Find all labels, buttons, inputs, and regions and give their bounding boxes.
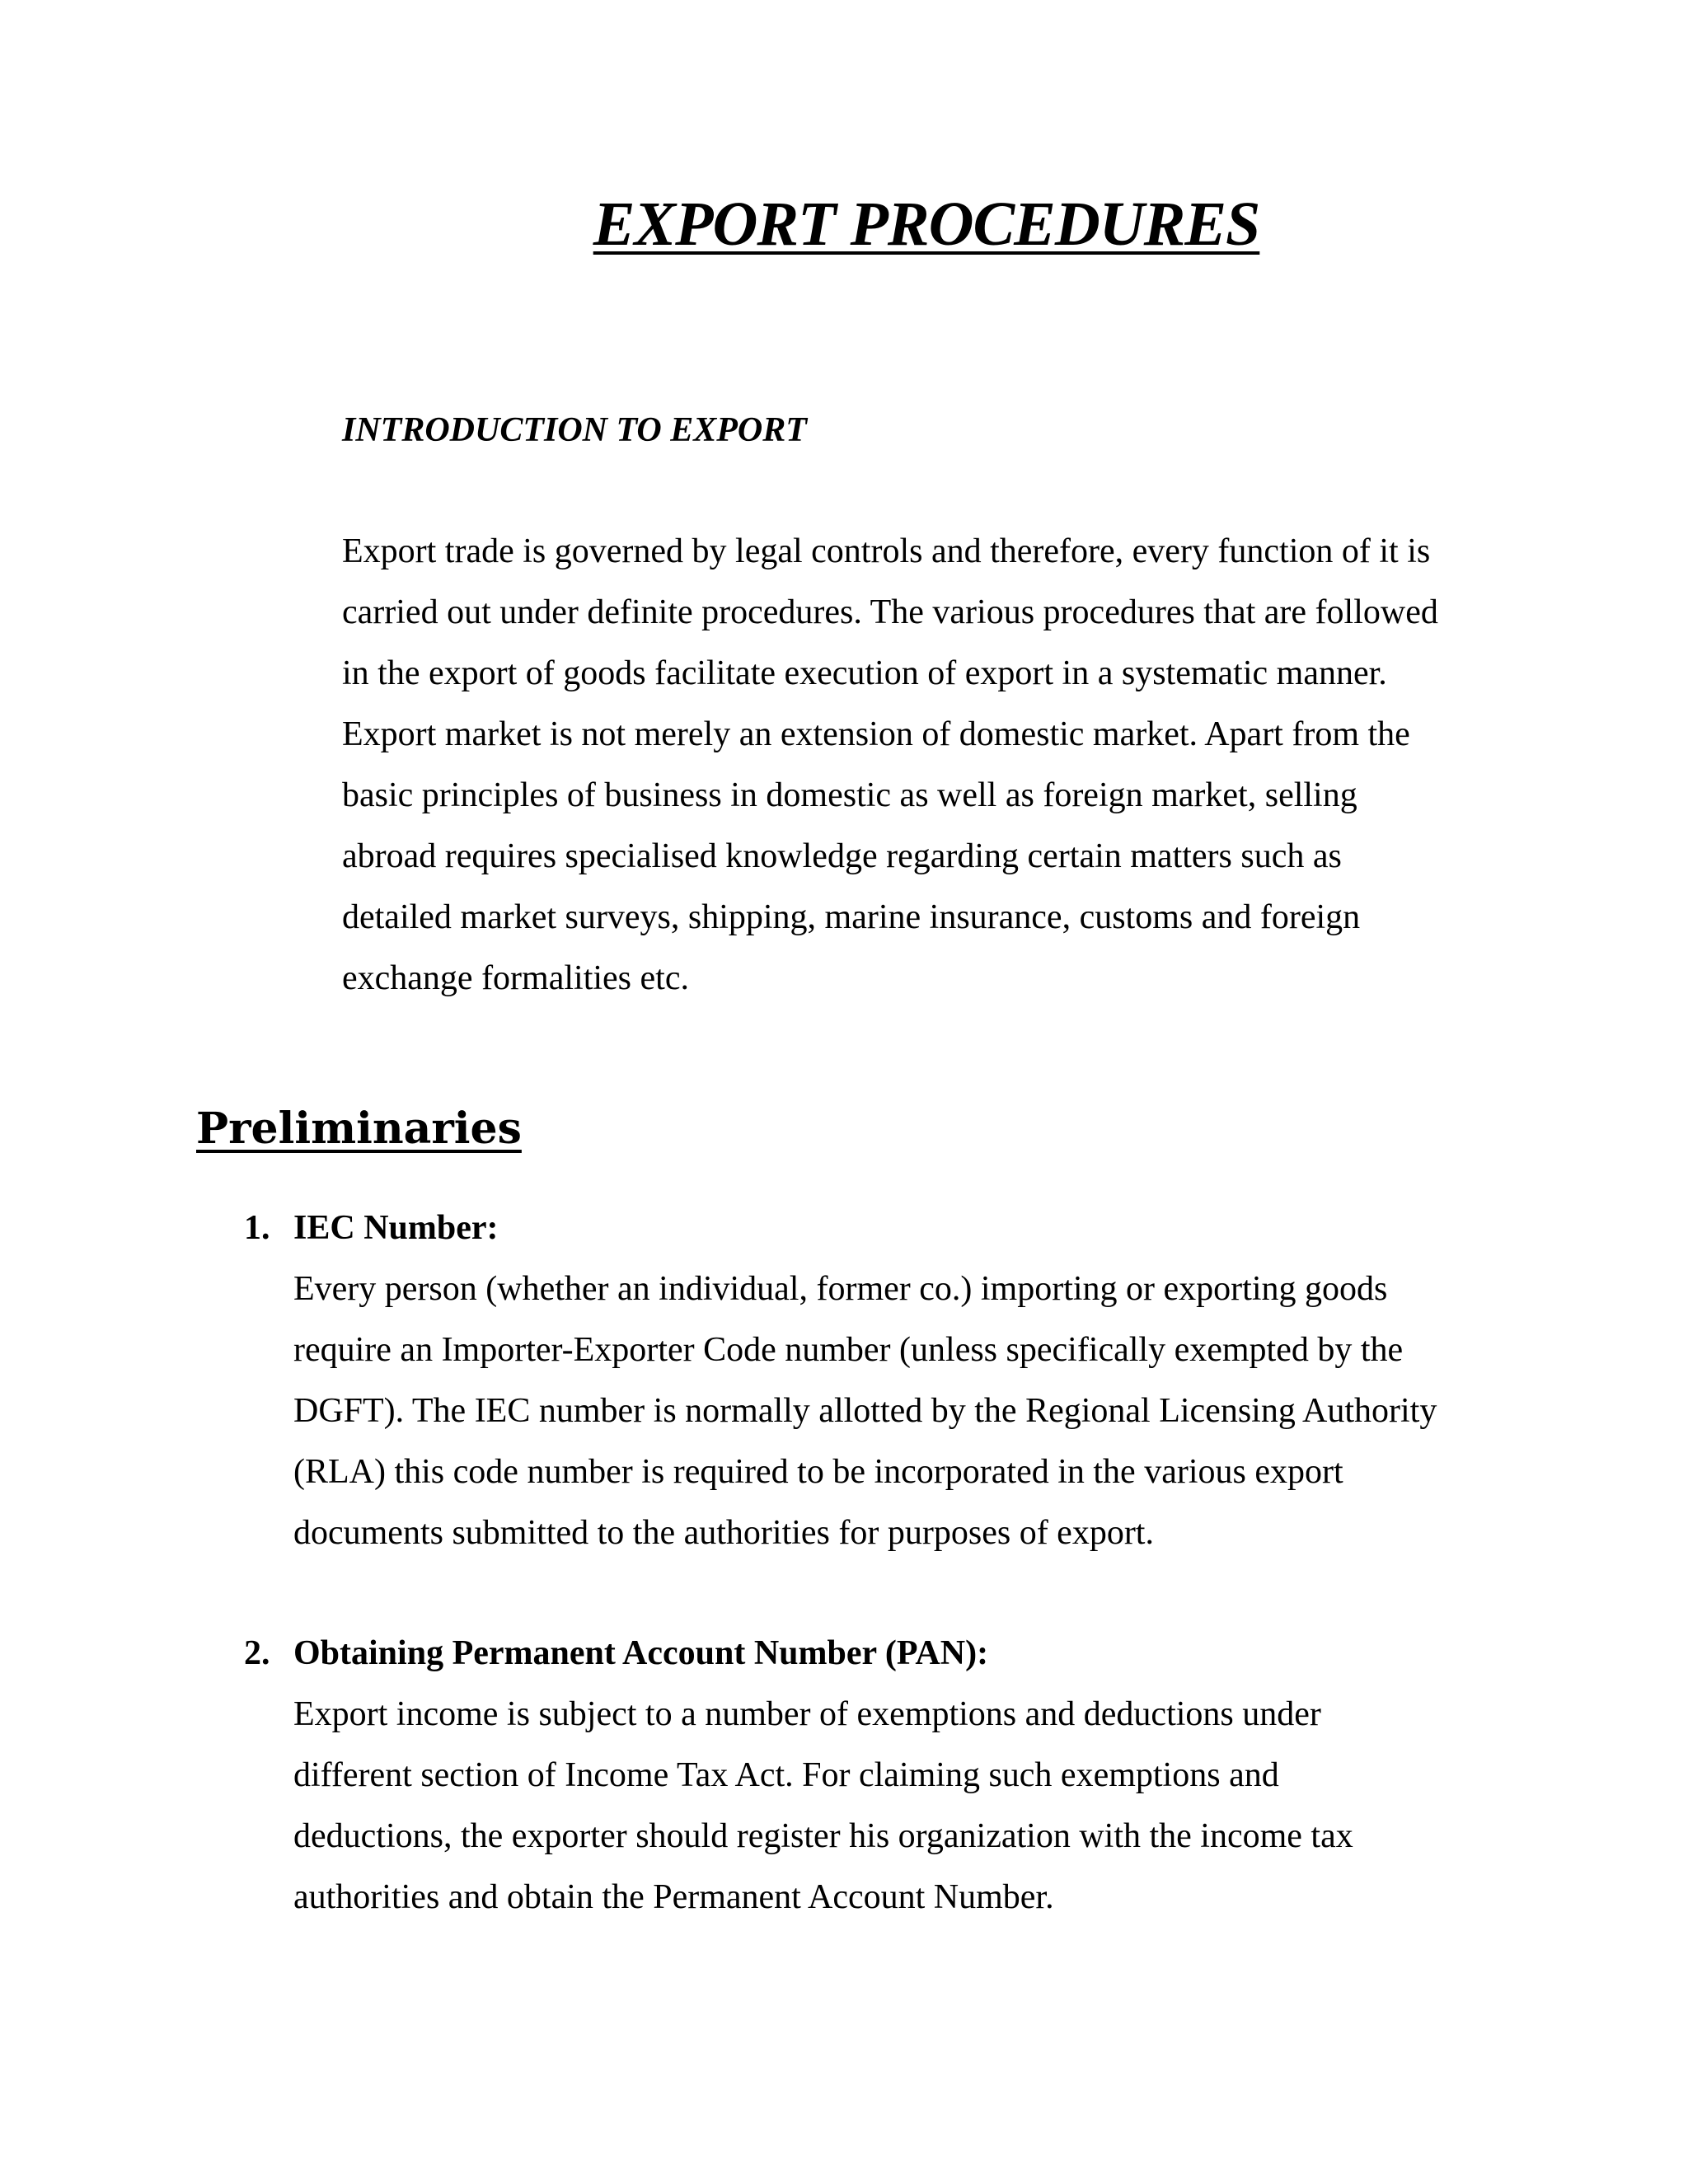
list-item-body: Export income is subject to a number of exemptions and deductions under different section of Income Tax Act. For claiming such exemptions and deductions, the exporter should register his organization with the income tax authorities and obtain the Permanent Account Number. bbox=[293, 1695, 1353, 1916]
list-item bbox=[244, 1197, 1497, 1563]
page-title: EXPORT PROCEDURES bbox=[593, 190, 1260, 259]
intro-heading: INTRODUCTION TO EXPORT bbox=[342, 411, 807, 449]
list-item-title: IEC Number: bbox=[293, 1209, 499, 1247]
list-item bbox=[244, 1623, 1497, 1928]
intro-paragraph: Export trade is governed by legal controls and therefore, every function of it is carried out under definite procedures. The various procedures that are followed in the export of goods facilitate execution of export in a systematic manner. Export market is not merely an extension of domestic market. Apart from the basic principles of business in domestic as well as foreign market, selling abroad requires specialised knowledge regarding certain matters such as detailed market surveys, shipping, marine insurance, customs and foreign exchange formalities etc. bbox=[342, 532, 1438, 997]
list-item-number: 1. bbox=[244, 1209, 270, 1247]
list-item-title: Obtaining Permanent Account Number (PAN): bbox=[293, 1634, 989, 1672]
list-item-body: Every person (whether an individual, former co.) importing or exporting goods require an Importer-Exporter Code number (unless specifically exempted by the DGFT). The IEC number is normally allotted by the Regional Licensing Authority (RLA) this code number is required to be incorporated in the various export documents submitted to the authorities for purposes of export. bbox=[293, 1270, 1437, 1552]
section-heading-preliminaries: Preliminaries bbox=[196, 1104, 522, 1154]
list-item-number: 2. bbox=[244, 1634, 270, 1672]
